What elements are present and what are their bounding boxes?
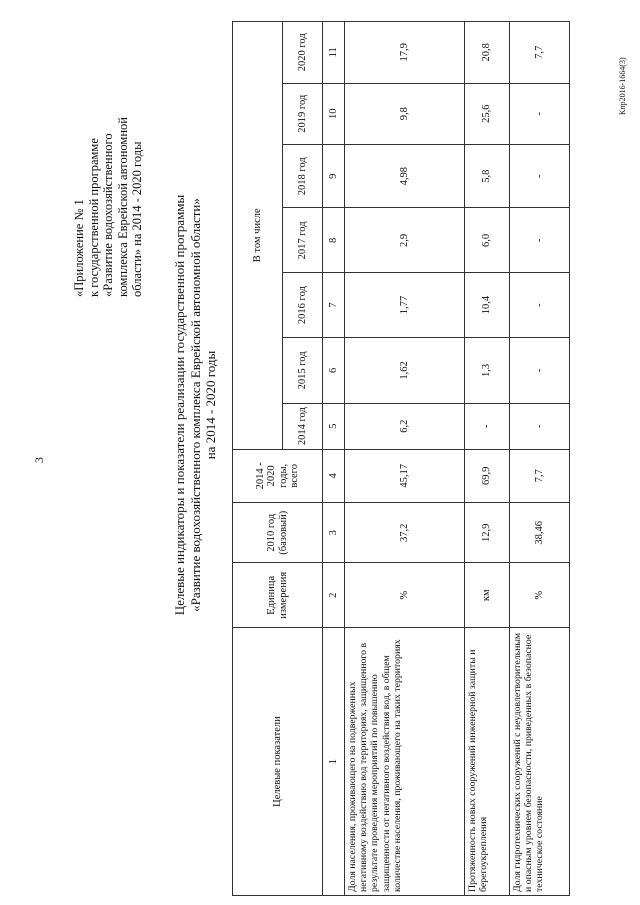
row-base: 12,9: [465, 503, 510, 563]
row-total: 7,7: [510, 449, 570, 503]
table-row: [510, 22, 570, 896]
title-line: на 2014 - 2020 годы: [203, 350, 218, 460]
row-value: 25,6: [465, 83, 510, 144]
appendix-note: [72, 47, 145, 297]
row-value: 5,8: [465, 144, 510, 208]
header-year: 2017 год: [283, 208, 323, 273]
appendix-line: области» на 2014 - 2020 годы: [130, 141, 145, 297]
row-value: -: [510, 403, 570, 449]
row-value: 17,9: [345, 22, 465, 84]
column-number-row: [323, 22, 345, 896]
appendix-line: «Приложение № 1: [72, 199, 86, 297]
header-year: 2014 год: [283, 403, 323, 449]
appendix-line: к государственной программе: [86, 138, 101, 297]
row-total: 45,17: [345, 449, 465, 503]
row-name: Доля населения, проживающего на подверженных негативному воздействию вод территориях, защищенного в результате проведения мероприятий по повышению защищенности от негативного воздействия вод, в общем количестве населения, проживающего на таких территориях: [345, 628, 465, 896]
column-number: 9: [323, 144, 345, 208]
row-unit: км: [465, 563, 510, 628]
column-number: 8: [323, 208, 345, 273]
document-code: Кпр2016-1664(3): [618, 57, 627, 115]
page-number: 3: [32, 457, 46, 463]
header-year: 2015 год: [283, 337, 323, 403]
row-value: -: [510, 144, 570, 208]
header-indicator: Целевые показатели: [233, 628, 323, 896]
row-total: 69,9: [465, 449, 510, 503]
row-value: 6,2: [345, 403, 465, 449]
table-row: [345, 22, 465, 896]
row-value: -: [510, 208, 570, 273]
title-line: «Развитие водохозяйственного комплекса Еврейской автономной области»: [187, 198, 203, 612]
row-value: 9,8: [345, 83, 465, 144]
appendix-line: «Развитие водохозяйственного: [101, 133, 116, 297]
column-number: 2: [323, 563, 345, 628]
indicators-table: [232, 21, 570, 896]
row-unit: %: [345, 563, 465, 628]
row-value: -: [465, 403, 510, 449]
header-total: 2014 - 2020 годы, всего: [233, 449, 323, 503]
column-number: 3: [323, 503, 345, 563]
column-number: 7: [323, 273, 345, 338]
row-value: 2,9: [345, 208, 465, 273]
header-base-2010: 2010 год (базовый): [233, 503, 323, 563]
row-name: Протяженность новых сооружений инженерной защиты и берегоукрепления: [465, 628, 510, 896]
column-number: 4: [323, 449, 345, 503]
column-number: 5: [323, 403, 345, 449]
row-name: Доля гидротехнических сооружений с неудовлетворительным и опасным уровнем безопасности, приведенных в безопасное техническое состояние: [510, 628, 570, 896]
row-unit: %: [510, 563, 570, 628]
document-title: [172, 105, 219, 705]
row-value: 1,62: [345, 337, 465, 403]
row-value: 4,98: [345, 144, 465, 208]
row-value: 1,3: [465, 337, 510, 403]
title-line: Целевые индикаторы и показатели реализации государственной программы: [172, 194, 187, 616]
header-year: 2019 год: [283, 83, 323, 144]
row-base: 37,2: [345, 503, 465, 563]
row-value: -: [510, 83, 570, 144]
column-number: 10: [323, 83, 345, 144]
column-number: 6: [323, 337, 345, 403]
row-value: -: [510, 337, 570, 403]
row-base: 38,46: [510, 503, 570, 563]
header-year: 2018 год: [283, 144, 323, 208]
appendix-line: комплекса Еврейской автономной: [115, 117, 130, 297]
header-unit: Единица измерения: [233, 563, 323, 628]
header-year: 2016 год: [283, 273, 323, 338]
header-year: 2020 год: [283, 22, 323, 84]
row-value: 10,4: [465, 273, 510, 338]
row-value: 6,0: [465, 208, 510, 273]
row-value: 7,7: [510, 22, 570, 84]
row-value: 20,8: [465, 22, 510, 84]
row-value: -: [510, 273, 570, 338]
header-including: В том числе: [233, 22, 283, 450]
table-row: [465, 22, 510, 896]
column-number: 11: [323, 22, 345, 84]
row-value: 1,77: [345, 273, 465, 338]
column-number: 1: [323, 628, 345, 896]
